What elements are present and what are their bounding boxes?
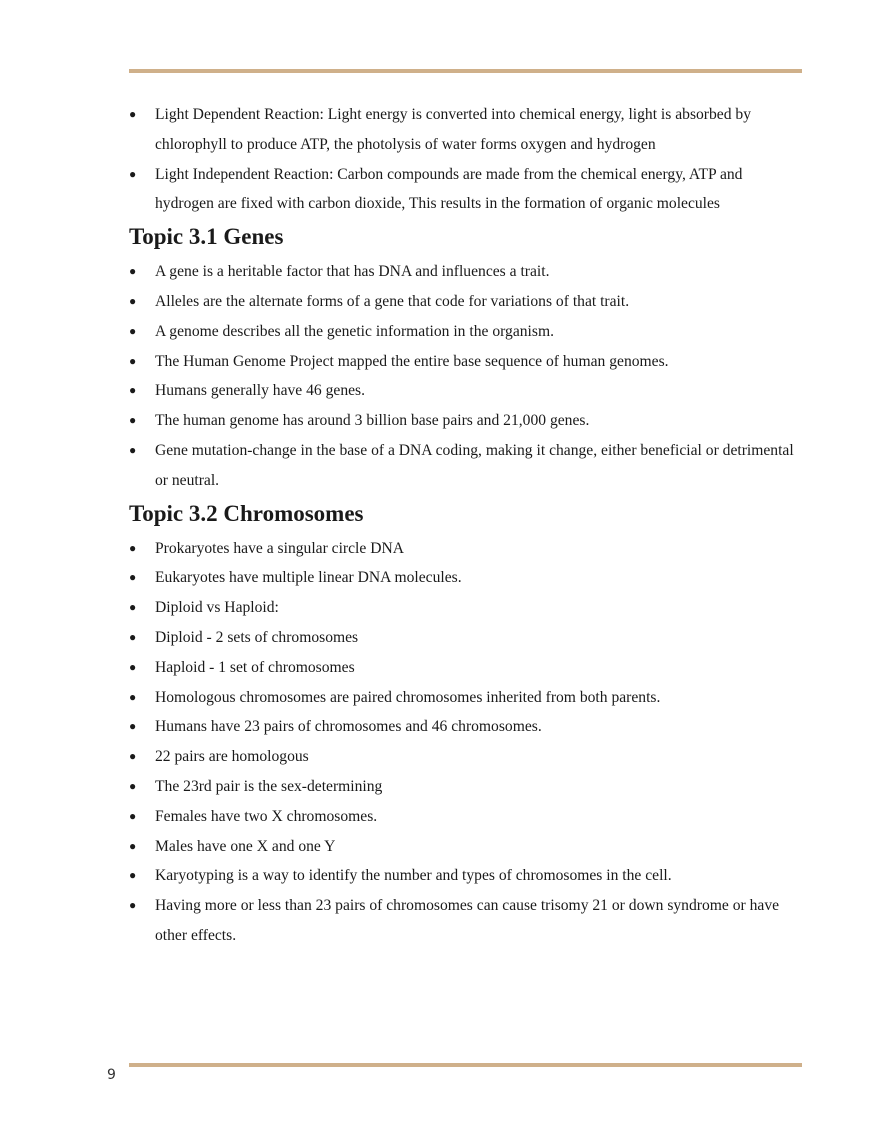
list-item (129, 406, 802, 436)
page-content (129, 100, 802, 951)
list-item (129, 623, 802, 653)
bullet-icon: ● (129, 868, 137, 883)
footer-rule (129, 1063, 802, 1067)
list-item (129, 257, 802, 287)
genes-bullet-list (129, 257, 802, 495)
list-item-text: Karyotyping is a way to identify the number and types of chromosomes in the cell. (155, 867, 672, 885)
list-item-text: 22 pairs are homologous (155, 748, 309, 766)
list-item (129, 712, 802, 742)
header-rule (129, 69, 802, 73)
bullet-icon: ● (129, 749, 137, 764)
list-item (129, 742, 802, 772)
bullet-icon: ● (129, 383, 137, 398)
bullet-icon: ● (129, 323, 137, 338)
list-item (129, 160, 802, 220)
list-item-text: Gene mutation-change in the base of a DNA coding, making it change, either beneficial or detrimental or neutral. (155, 441, 794, 489)
bullet-icon: ● (129, 353, 137, 368)
bullet-icon: ● (129, 600, 137, 615)
section-heading-chromosomes: Topic 3.2 Chromosomes (129, 500, 364, 526)
list-item (129, 683, 802, 713)
list-item-text: Light Dependent Reaction: Light energy is converted into chemical energy, light is absorbed by chlorophyll to produce ATP, the photolysis of water forms oxygen and hydrogen (155, 106, 752, 153)
intro-bullet-list (129, 100, 802, 219)
list-item-text: Haploid - 1 set of chromosomes (155, 658, 355, 676)
bullet-icon: ● (129, 264, 137, 279)
bullet-icon: ● (129, 838, 137, 853)
list-item (129, 772, 802, 802)
page-number: 9 (107, 1067, 116, 1083)
list-item-text: Females have two X chromosomes. (155, 807, 378, 825)
list-item (129, 347, 802, 377)
list-item-text: Diploid - 2 sets of chromosomes (155, 628, 359, 646)
bullet-icon: ● (129, 629, 137, 644)
list-item (129, 436, 802, 496)
bullet-icon: ● (129, 898, 137, 913)
bullet-icon: ● (129, 166, 137, 181)
list-item (129, 563, 802, 593)
bullet-icon: ● (129, 808, 137, 823)
list-item (129, 100, 802, 160)
bullet-icon: ● (129, 719, 137, 734)
list-item (129, 891, 802, 951)
list-item (129, 534, 802, 564)
list-item-text: A gene is a heritable factor that has DNA and influences a trait. (155, 263, 550, 281)
bullet-icon: ● (129, 778, 137, 793)
bullet-icon: ● (129, 689, 137, 704)
list-item-text: Males have one X and one Y (155, 837, 336, 855)
list-item-text: The Human Genome Project mapped the entire base sequence of human genomes. (155, 352, 669, 370)
bullet-icon: ● (129, 293, 137, 308)
list-item-text: The human genome has around 3 billion base pairs and 21,000 genes. (155, 412, 590, 430)
list-item-text: Eukaryotes have multiple linear DNA molecules. (155, 569, 462, 587)
list-item (129, 317, 802, 347)
list-item (129, 593, 802, 623)
list-item (129, 832, 802, 862)
list-item-text: Having more or less than 23 pairs of chromosomes can cause trisomy 21 or down syndrome or have other effects. (155, 897, 780, 944)
list-item (129, 802, 802, 832)
bullet-icon: ● (129, 540, 137, 555)
list-item-text: Prokaryotes have a singular circle DNA (155, 539, 404, 557)
section-heading-genes: Topic 3.1 Genes (129, 224, 284, 250)
list-item-text: Humans generally have 46 genes. (155, 382, 366, 400)
list-item-text: Diploid vs Haploid: (155, 599, 279, 617)
bullet-icon: ● (129, 107, 137, 121)
list-item-text: Light Independent Reaction: Carbon compounds are made from the chemical energy, ATP and hydrogen are fixed with carbon dioxide, This results in the formation of organic molecules (155, 165, 743, 213)
bullet-icon: ● (129, 570, 137, 585)
list-item-text: Homologous chromosomes are paired chromosomes inherited from both parents. (155, 688, 661, 706)
chromosomes-bullet-list (129, 534, 802, 951)
list-item-text: Humans have 23 pairs of chromosomes and 46 chromosomes. (155, 718, 542, 736)
list-item (129, 287, 802, 317)
list-item-text: A genome describes all the genetic information in the organism. (155, 322, 554, 340)
list-item (129, 861, 802, 891)
bullet-icon: ● (129, 659, 137, 674)
bullet-icon: ● (129, 442, 137, 457)
list-item-text: The 23rd pair is the sex-determining (155, 777, 383, 795)
list-item (129, 376, 802, 406)
bullet-icon: ● (129, 413, 137, 428)
list-item-text: Alleles are the alternate forms of a gene that code for variations of that trait. (155, 292, 630, 310)
list-item (129, 653, 802, 683)
